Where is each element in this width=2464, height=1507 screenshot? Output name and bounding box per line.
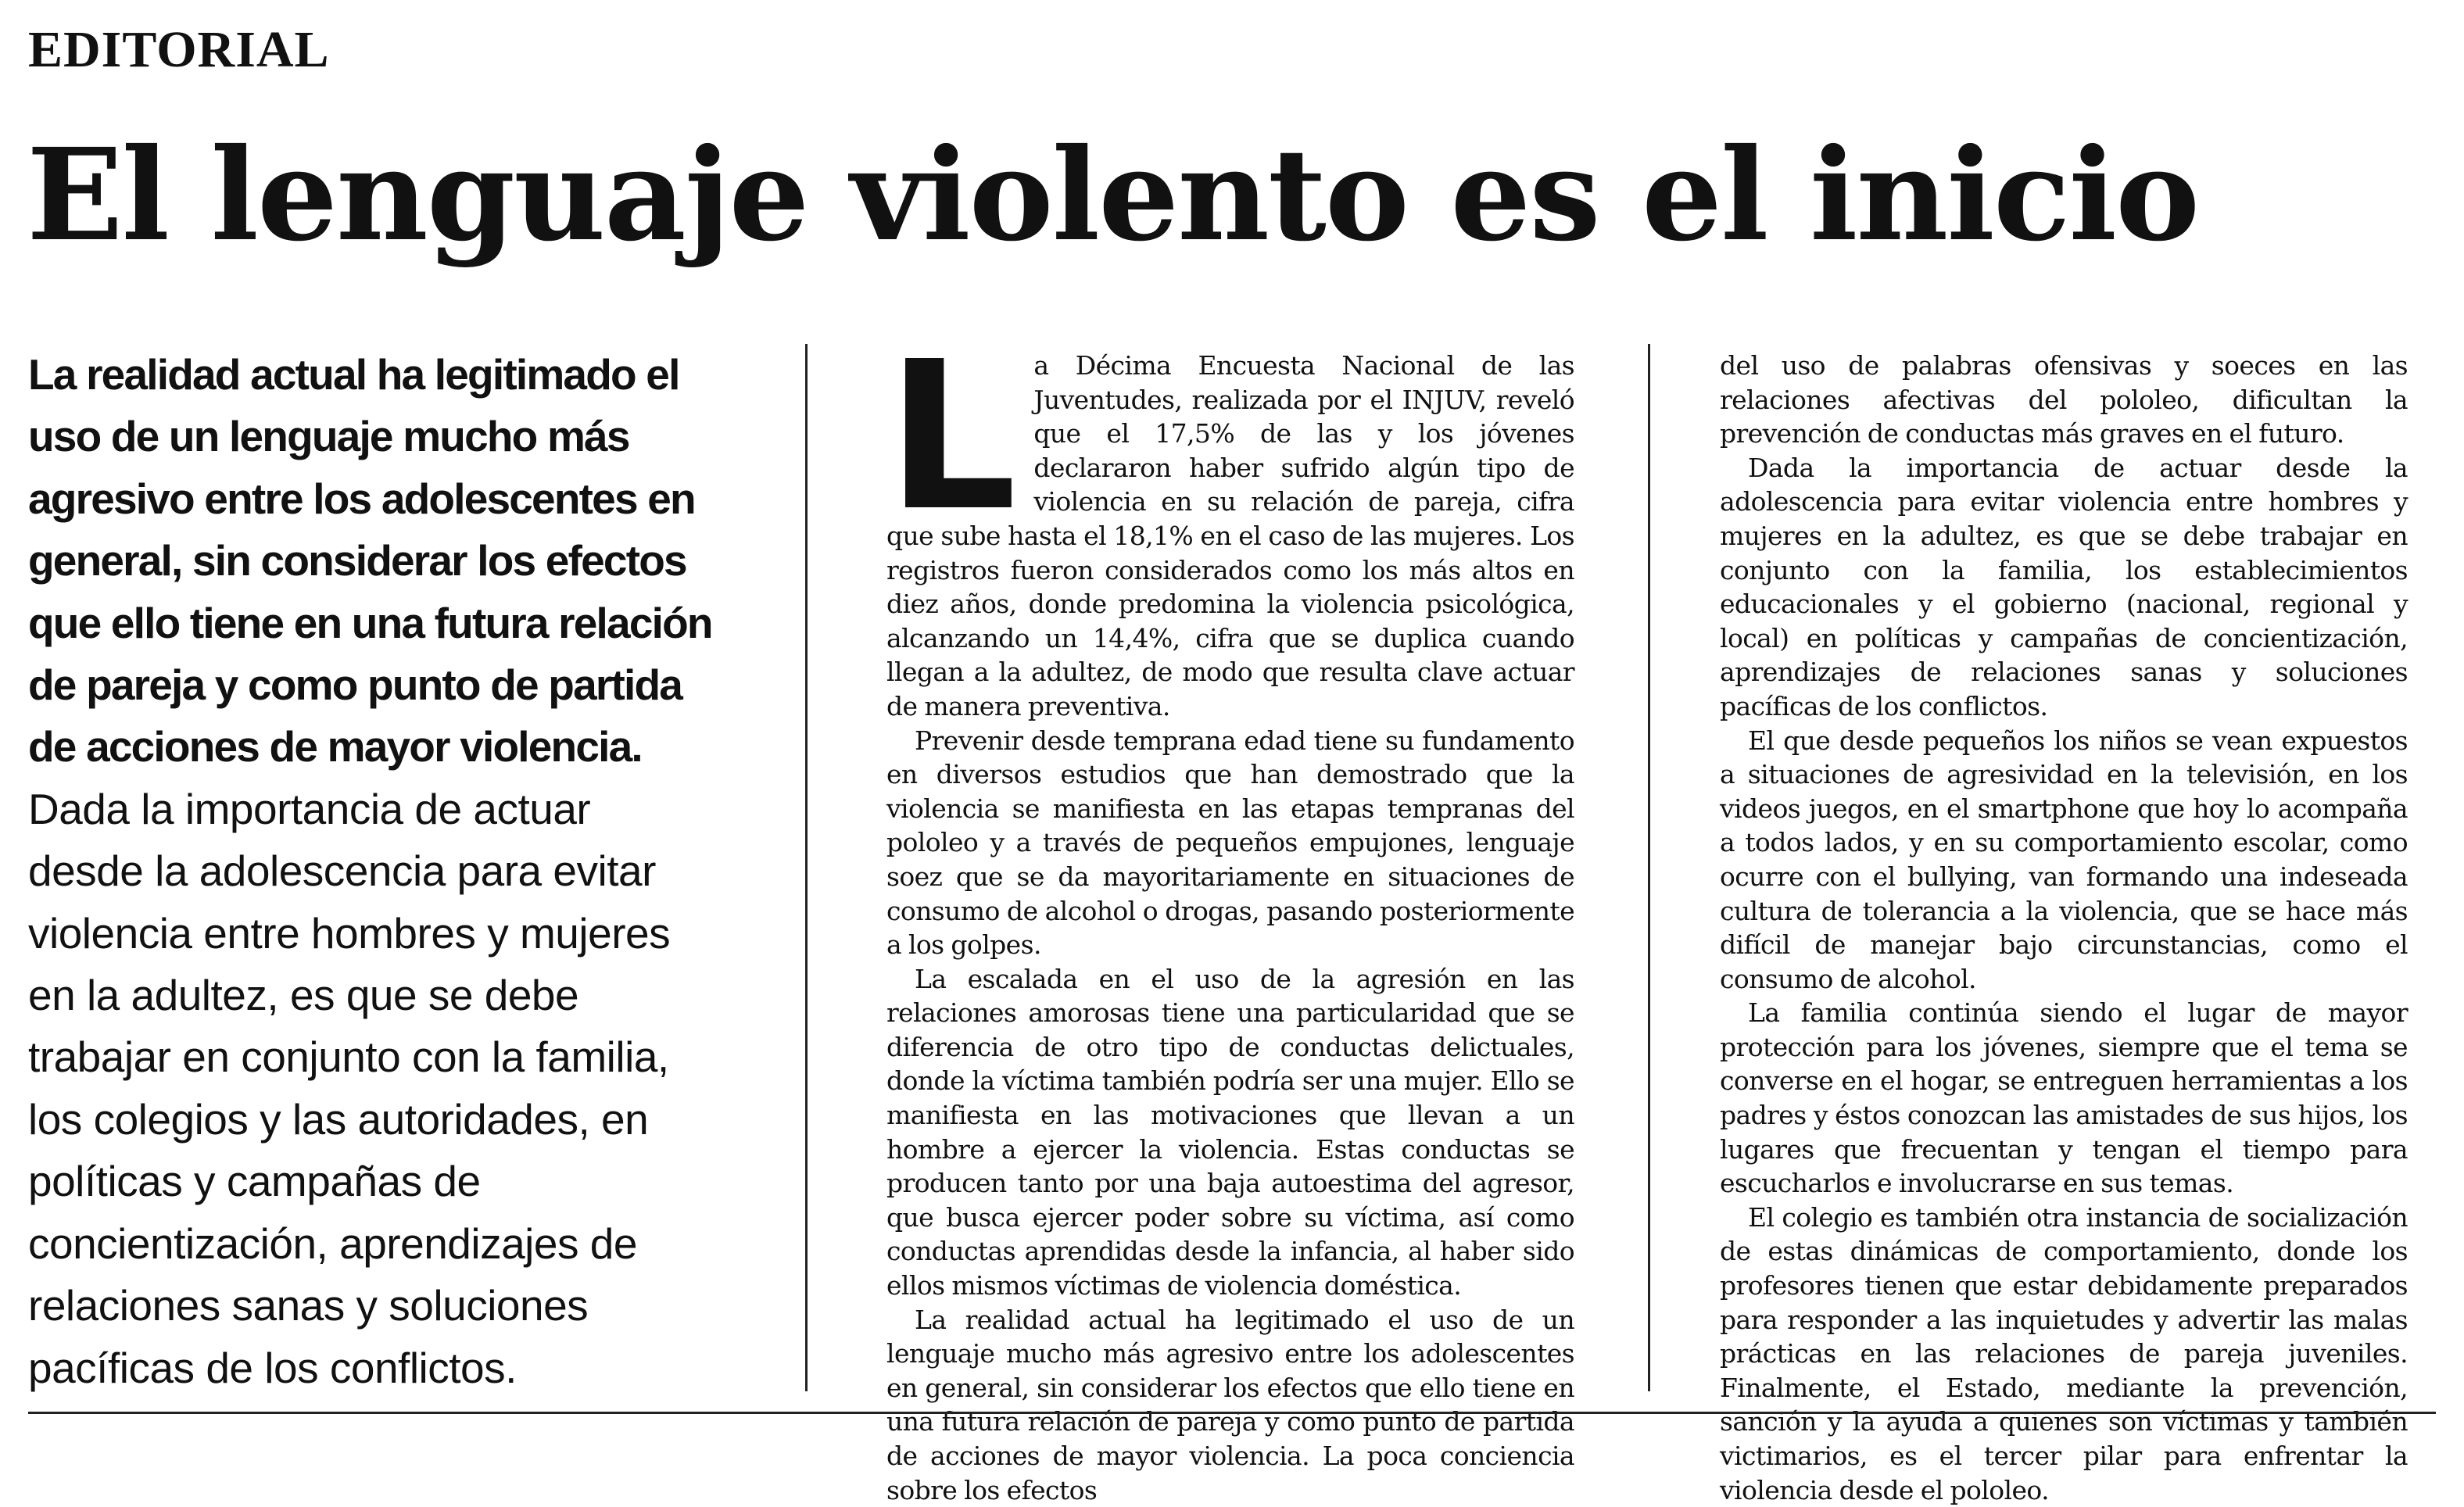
body-paragraph bbox=[886, 317, 1574, 724]
body-column-2 bbox=[1720, 349, 2408, 1507]
headline: El lenguaje violento es el inicio bbox=[27, 121, 2199, 270]
body-paragraph: La realidad actual ha legitimado el uso de un lenguaje mucho más agresivo entre los adolescentes en general, sin considerar los efectos que ello tiene en una futura relación de pareja y como punto de partida de acciones de mayor violencia. La poca conciencia sobre los efectos bbox=[886, 1304, 1574, 1505]
lead-paragraph bbox=[28, 344, 716, 1399]
body-paragraph-text: a Décima Encuesta Nacional de las Juventudes, realizada por el INJUV, reveló que el 17,5% de las y los jóvenes declararon haber sufrido algún tipo de violencia en su relación de pareja, cifra que sube hasta el 18,1% en el caso de las mujeres. Los registros fueron considerados como los más altos en diez años, donde predomina la violencia psicológica, alcanzando un 14,4%, cifra que se duplica cuando llegan a la adultez, de modo que resulta clave actuar de manera preventiva. bbox=[886, 350, 1574, 721]
bottom-rule bbox=[28, 1412, 2436, 1414]
body-paragraph: El que desde pequeños los niños se vean expuestos a situaciones de agresividad en la televisión, en los videos juegos, en el smartphone que hoy lo acompaña a todos lados, y en su comportamiento escolar, como ocurre con el bullying, van formando una indeseada cultura de tolerancia a la violencia, que se hace más difícil de manejar bajo circunstancias, como el consumo de alcohol. bbox=[1720, 725, 2408, 994]
body-paragraph: La familia continúa siendo el lugar de mayor protección para los jóvenes, siempre que el tema se converse en el hogar, se entreguen herramientas a los padres y éstos conozcan las amistades de sus hijos, los lugares que frecuentan y tengan el tiempo para escucharlos e involucrarse en sus temas. bbox=[1720, 997, 2408, 1199]
body-column-1 bbox=[886, 317, 1574, 1507]
section-label: EDITORIAL bbox=[28, 21, 330, 78]
column-rule-left bbox=[805, 344, 808, 1391]
lead-bold-text: La realidad actual ha legitimado el uso de un lenguaje mucho más agresivo entre los adolescentes en general, sin considerar los efectos que ello tiene en una futura relación de pareja y como punto de partida de acciones de mayor violencia. bbox=[28, 350, 712, 771]
body-paragraph: Dada la importancia de actuar desde la adolescencia para evitar violencia entre hombres y mujeres en la adultez, es que se debe trabajar en conjunto con la familia, los establecimientos educacionales y el gobierno (nacional, regional y local) en políticas y campañas de concientización, aprendizajes de relaciones sanas y soluciones pacíficas de los conflictos. bbox=[1720, 452, 2408, 721]
lead-regular-text: Dada la importancia de actuar desde la adolescencia para evitar violencia entre hombres y mujeres en la adultez, es que se debe trabajar en conjunto con la familia, los colegios y las autoridades, en políticas y campañas de concientización, aprendizajes de relaciones sanas y soluciones pacíficas de los conflictos. bbox=[28, 784, 671, 1392]
drop-cap: L bbox=[886, 317, 1017, 556]
body-paragraph: La escalada en el uso de la agresión en las relaciones amorosas tiene una particularidad que se diferencia de otro tipo de conductas delictuales, donde la víctima también podría ser una mujer. Ello se manifiesta en las motivaciones que llevan a un hombre a ejercer la violencia. Estas conductas se producen tanto por una baja autoestima del agresor, que busca ejercer poder sobre su víctima, así como conductas aprendidas desde la infancia, al haber sido ellos mismos víctimas de violencia doméstica. bbox=[886, 963, 1574, 1301]
body-paragraph: Prevenir desde temprana edad tiene su fundamento en diversos estudios que han demostrado que la violencia se manifiesta en las etapas tempranas del pololeo y a través de pequeños empujones, lenguaje soez que se da mayoritariamente en situaciones de consumo de alcohol o drogas, pasando posteriormente a los golpes. bbox=[886, 725, 1574, 961]
body-paragraph-continued: del uso de palabras ofensivas y soeces en las relaciones afectivas del pololeo, dificultan la prevención de conductas más graves en el futuro. bbox=[1720, 350, 2408, 449]
body-paragraph: El colegio es también otra instancia de socialización de estas dinámicas de comportamiento, donde los profesores tienen que estar debidamente preparados para responder a las inquietudes y advertir las malas prácticas en las relaciones de pareja juveniles. Finalmente, el Estado, mediante la prevención, sanción y la ayuda a quienes son víctimas y también victimarios, es el tercer pilar para enfrentar la violencia desde el pololeo. bbox=[1720, 1201, 2408, 1505]
column-rule-right bbox=[1648, 344, 1650, 1391]
